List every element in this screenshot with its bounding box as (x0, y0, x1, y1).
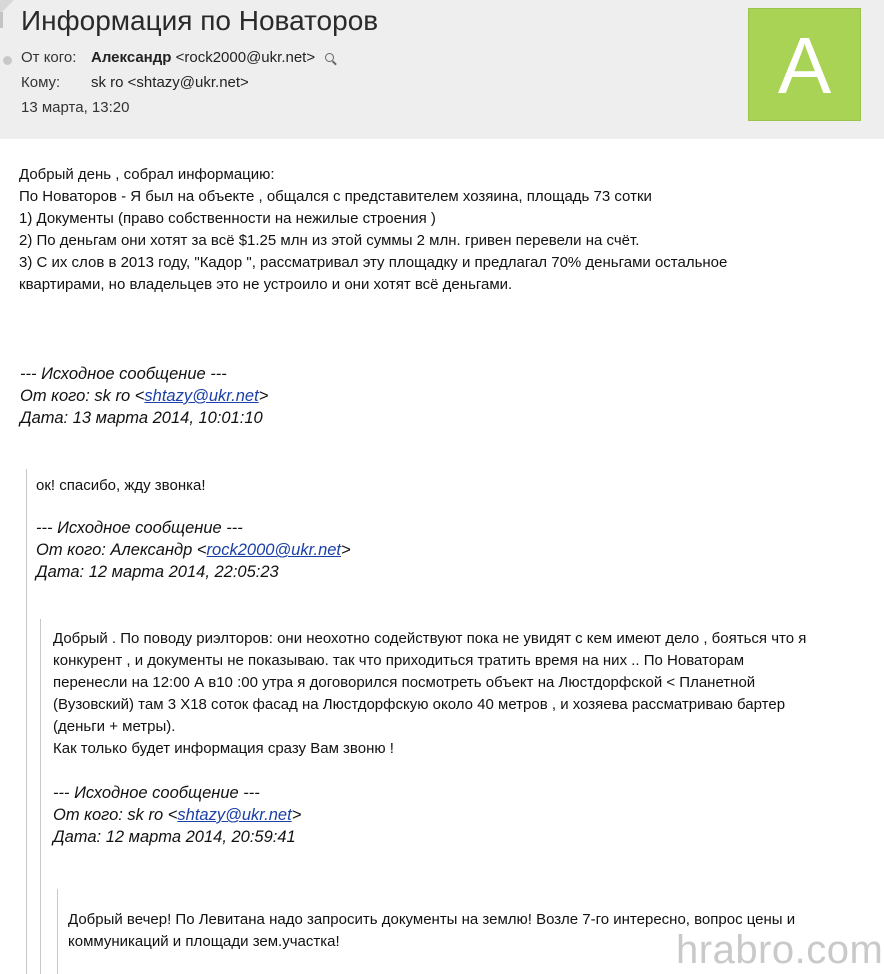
quote-line: коммуникаций и площади зем.участка! (68, 933, 340, 950)
quote-from (20, 385, 268, 407)
quote-line: Добрый . По поводу риэлторов: они неохотно содействуют пока не увидят с кем имеют дело , бояться что я (53, 630, 807, 647)
quote-line: конкурент , и документы не показываю. так что приходиться тратить время на них .. По Новаторам (53, 652, 745, 669)
quote-email-link[interactable]: rock2000@ukr.net (206, 541, 342, 559)
quote-bar (26, 469, 27, 974)
unread-dot-icon[interactable] (3, 56, 12, 65)
quote-line: Добрый вечер! По Левитана надо запросить документы на землю! Возле 7-го интересно, вопрос цены и (68, 911, 796, 928)
message-line: Добрый день , собрал информацию: (19, 166, 275, 183)
quote-line: (Вузовский) там 3 Х18 соток фасад на Люстдорфскую около 40 метров , и хозяева рассматриваю бартер (53, 696, 786, 713)
quote-from-suffix: > (258, 387, 269, 405)
quote-from-suffix: > (341, 541, 351, 559)
message-line: 2) По деньгам они хотят за всё $1.25 млн из этой суммы 2 млн. гривен перевели на счёт. (19, 232, 640, 249)
quote-header: --- Исходное сообщение --- (36, 519, 243, 537)
quote-from (53, 804, 301, 826)
quote-date: Дата: 12 марта 2014, 22:05:23 (36, 563, 279, 581)
message-line: квартирами, но владельцев это не устроило и они хотят всё деньгами. (19, 276, 513, 293)
from-label: От кого: (21, 49, 77, 66)
message-line: По Новаторов - Я был на объекте , общался с представителем хозяина, площадь 73 сотки (19, 188, 652, 205)
message-date: 13 марта, 13:20 (21, 99, 130, 116)
message-line: 1) Документы (право собственности на нежилые строения ) (19, 210, 436, 227)
message-line: 3) С их слов в 2013 году, "Кадор ", рассматривал эту площадку и предлагал 70% деньгами остальное (19, 254, 728, 271)
quote-from (36, 539, 351, 561)
watermark: hrabro.com (676, 928, 884, 972)
quote-email-link[interactable]: shtazy@ukr.net (144, 387, 259, 405)
quote-email-link[interactable]: shtazy@ukr.net (177, 806, 292, 824)
quote-from-prefix: От кого: Александр < (36, 541, 207, 559)
quote-text: ок! спасибо, жду звонка! (36, 477, 206, 494)
quote-from-prefix: От кого: sk ro < (53, 806, 178, 824)
quote-from-suffix: > (291, 806, 302, 824)
sender-avatar: A (748, 8, 861, 121)
sender[interactable] (91, 49, 334, 66)
flag-edge (0, 12, 3, 28)
quote-line: перенесли на 12:00 А в10 :00 утра я договорился посмотреть объект на Люстдорфской < Планетной (53, 674, 756, 691)
message-header (0, 0, 884, 139)
message-subject: Информация по Новаторов (21, 5, 379, 36)
quote-header: --- Исходное сообщение --- (20, 365, 227, 383)
quote-header: --- Исходное сообщение --- (53, 784, 260, 802)
quote-date: Дата: 12 марта 2014, 20:59:41 (53, 828, 296, 846)
quote-bar (40, 619, 41, 974)
quote-bar (57, 889, 58, 974)
quote-from-prefix: От кого: sk ro < (20, 387, 145, 405)
to-label: Кому: (21, 74, 61, 91)
quote-line: (деньги + метры). (53, 718, 176, 735)
quote-date: Дата: 13 марта 2014, 10:01:10 (20, 409, 263, 427)
quote-line: Как только будет информация сразу Вам звоню ! (53, 740, 394, 757)
search-sender-icon[interactable] (325, 53, 334, 62)
sender-email: <rock2000@ukr.net> (175, 49, 316, 66)
sender-name: Александр (91, 49, 172, 66)
recipient[interactable]: sk ro <shtazy@ukr.net> (91, 74, 249, 91)
